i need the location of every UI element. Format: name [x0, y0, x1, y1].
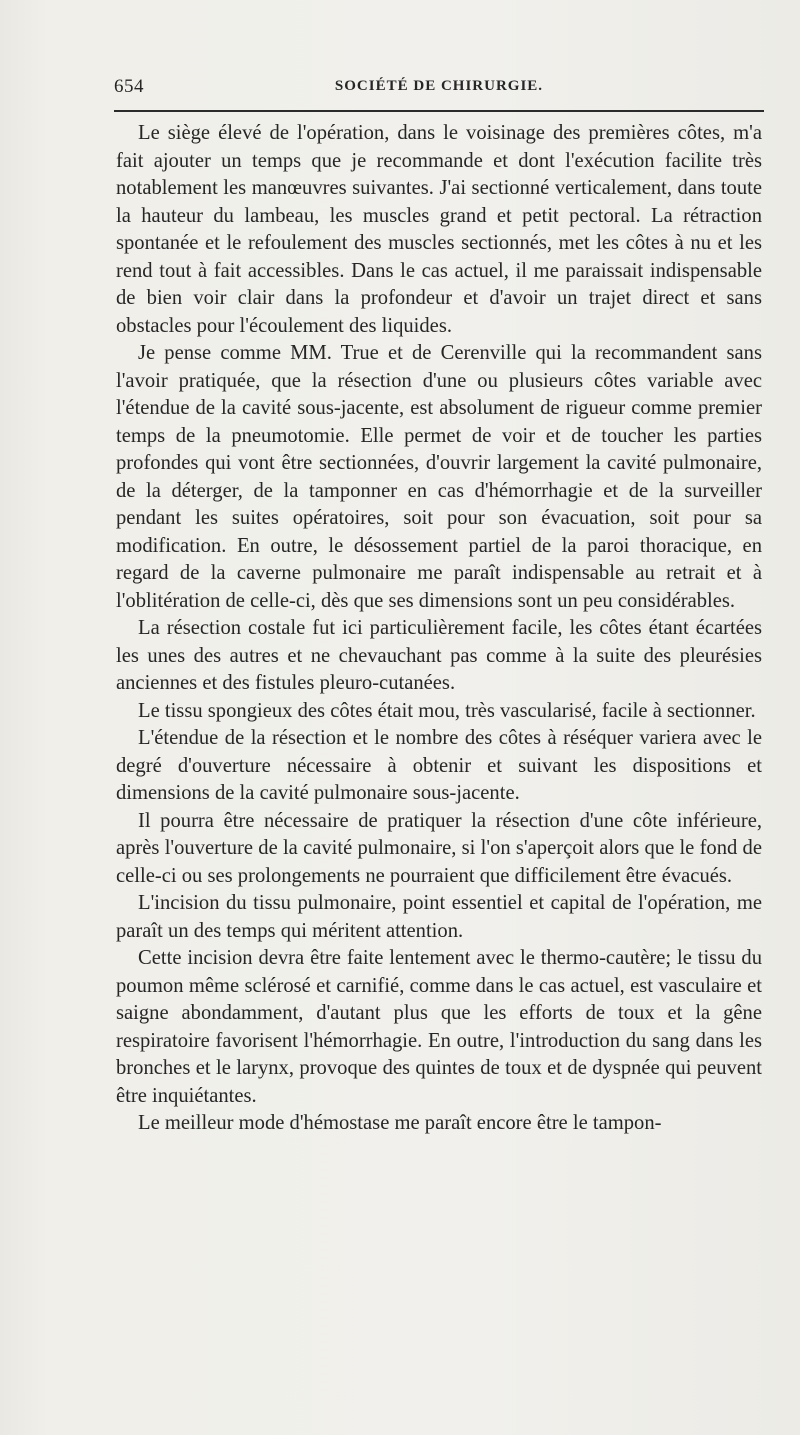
- paragraph: L'incision du tissu pulmonaire, point essentiel et capital de l'opération, me paraît un des temps qui méritent attention.: [116, 892, 762, 942]
- paragraph: Je pense comme MM. True et de Cerenville qui la recommandent sans l'avoir pratiquée, que la résection d'une ou plusieurs côtes variable avec l'étendue de la cavité sous-jacente, est absolument de rigueur comme premier temps de la pneumotomie. Elle permet de voir et de toucher les parties profondes qui vont être sectionnées, d'ouvrir largement la cavité pulmonaire, de la déterger, de la tamponner en cas d'hémorrhagie et de la surveiller pendant les suites opératoires, soit pour son évacuation, soit pour sa modification. En outre, le désossement partiel de la paroi thoracique, en regard de la caverne pulmonaire me paraît indispensable au retrait et à l'oblitération de celle-ci, dès que ses dimensions sont un peu considérables.: [116, 342, 762, 612]
- paragraph: La résection costale fut ici particulièrement facile, les côtes étant écartées les unes des autres et ne chevauchant pas comme à la suite des pleurésies anciennes et des fistules pleuro-cutanées.: [116, 617, 762, 694]
- paragraph: Le tissu spongieux des côtes était mou, très vascularisé, facile à sectionner.: [138, 699, 756, 722]
- paragraph: Le meilleur mode d'hémostase me paraît encore être le tampon-: [138, 1112, 662, 1134]
- body-text: [116, 120, 762, 1138]
- page-header: [114, 76, 764, 102]
- paragraph: L'étendue de la résection et le nombre des côtes à réséquer variera avec le degré d'ouverture nécessaire à obtenir et suivant les dispositions et dimensions de la cavité pulmonaire sous-jacente.: [116, 727, 762, 804]
- paragraph: Cette incision devra être faite lentement avec le thermo-cautère; le tissu du poumon même sclérosé et carnifié, comme dans le cas actuel, est vasculaire et saigne abondamment, d'autant plus que les efforts de toux et la gêne respiratoire favorisent l'hémorrhagie. En outre, l'introduction du sang dans les bronches et le larynx, provoque des quintes de toux et de dyspnée qui peuvent être inquiétantes.: [116, 947, 762, 1107]
- paragraph: Il pourra être nécessaire de pratiquer la résection d'une côte inférieure, après l'ouverture de la cavité pulmonaire, si l'on s'aperçoit alors que le fond de celle-ci ou ses prolongements ne pourraient que difficilement être évacués.: [116, 809, 762, 887]
- paragraph: Le siège élevé de l'opération, dans le voisinage des premières côtes, m'a fait ajouter un temps que je recommande et dont l'exécution facilite très notablement les manœuvres suivantes. J'ai sectionné verticalement, dans toute la hauteur du lambeau, les muscles grand et petit pectoral. La rétraction spontanée et le refoulement des muscles sectionnés, met les côtes à nu et les rend tout à fait accessibles. Dans le cas actuel, il me paraissait indispensable de bien voir clair dans la profondeur et d'avoir un trajet direct et sans obstacles pour l'écoulement des liquides.: [116, 122, 762, 337]
- running-title: SOCIÉTÉ DE CHIRURGIE.: [334, 78, 544, 94]
- page-number: 654: [114, 76, 144, 97]
- header-rule: [114, 110, 764, 112]
